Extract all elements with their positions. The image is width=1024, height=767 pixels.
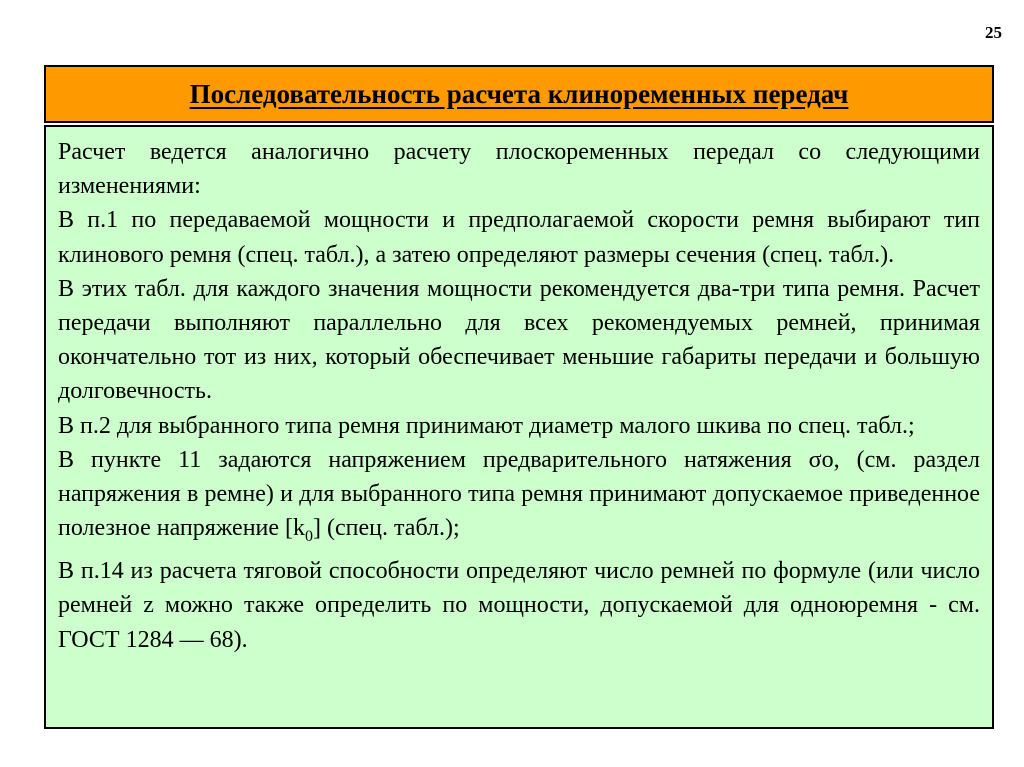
paragraph-intro: Расчет ведется аналогично расчету плоскоременных передал со следующими изменениями:: [58, 139, 980, 200]
paragraph-tables: В этих табл. для каждого значения мощности рекомендуется два-три типа ремня. Расчет передачи выполняют параллельно для всех рекомендуемых ремней, принимая окончательно тот из них, который обеспечивает меньшие габариты передачи и большую долговечность.: [58, 275, 980, 405]
page-number: 25: [985, 23, 1002, 42]
paragraph-step-11: В пункте 11 задаются напряжением предварительного натяжения σо, (см. раздел напряжения в ремне) и для выбранного типа ремня принимают допускаемое приведенное полезное напряжение $[k_0]$ (спец. табл.);: [58, 446, 980, 546]
paragraph-step-14: В п.14 из расчета тяговой способности определяют число ремней по формуле (или число ремней z можно также определить по мощности, допускаемой для одноюремня - см. ГОСТ 1284 — 68).: [58, 558, 980, 653]
content-panel: [44, 125, 994, 729]
paragraph-step-2: В п.2 для выбранного типа ремня принимают диаметр малого шкива по спец. табл.;: [58, 412, 915, 439]
paragraph-step-1: В п.1 по передаваемой мощности и предполагаемой скорости ремня выбирают тип клинового ремня (спец. табл.), а затею определяют размеры сечения (спец. табл.).: [58, 207, 980, 268]
title-banner: [44, 65, 994, 123]
slide-title: Последовательность расчета клиноременных передач: [189, 78, 849, 109]
